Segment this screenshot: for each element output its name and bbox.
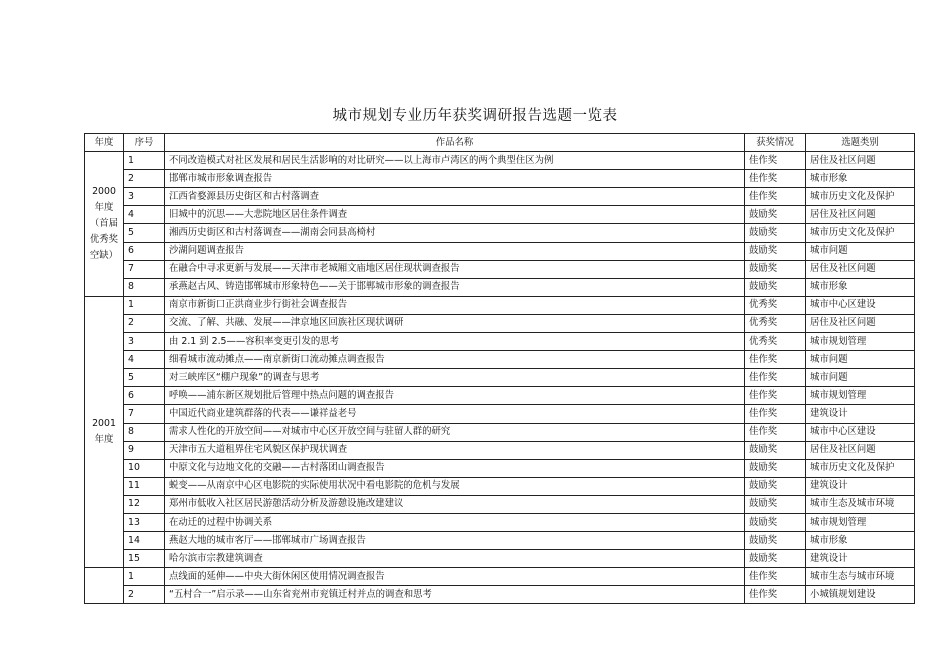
topic-category: 城市规划管理 xyxy=(806,513,915,531)
award-level: 佳作奖 xyxy=(745,351,806,369)
row-number: 9 xyxy=(124,441,165,459)
topic-category: 城市生态及城市环境 xyxy=(806,495,915,513)
award-level: 佳作奖 xyxy=(745,423,806,441)
row-number: 1 xyxy=(124,296,165,314)
table-row xyxy=(85,586,915,604)
year-cell: 2001年度 xyxy=(85,296,124,567)
table-row xyxy=(85,188,915,206)
table-row xyxy=(85,206,915,224)
table-row xyxy=(85,369,915,387)
work-title: 南京市新街口正洪商业步行街社会调查报告 xyxy=(165,296,745,314)
topic-category: 城市问题 xyxy=(806,369,915,387)
row-number: 8 xyxy=(124,278,165,296)
award-level: 优秀奖 xyxy=(745,296,806,314)
topic-category: 建筑设计 xyxy=(806,405,915,423)
award-level: 鼓励奖 xyxy=(745,242,806,260)
topic-category: 城市问题 xyxy=(806,351,915,369)
award-level: 佳作奖 xyxy=(745,405,806,423)
topic-category: 城市中心区建设 xyxy=(806,296,915,314)
table-row xyxy=(85,278,915,296)
topic-category: 居住及社区问题 xyxy=(806,314,915,332)
row-number: 8 xyxy=(124,423,165,441)
table-row xyxy=(85,314,915,332)
row-number: 7 xyxy=(124,405,165,423)
award-level: 佳作奖 xyxy=(745,568,806,586)
award-level: 鼓励奖 xyxy=(745,278,806,296)
table-row xyxy=(85,423,915,441)
row-number: 7 xyxy=(124,260,165,278)
award-level: 鼓励奖 xyxy=(745,459,806,477)
work-title: 中国近代商业建筑群落的代表——谦祥益老号 xyxy=(165,405,745,423)
table-row xyxy=(85,441,915,459)
topic-category: 建筑设计 xyxy=(806,477,915,495)
award-level: 佳作奖 xyxy=(745,188,806,206)
award-level: 佳作奖 xyxy=(745,170,806,188)
table-row xyxy=(85,152,915,170)
header-work: 作品名称 xyxy=(165,134,745,152)
row-number: 5 xyxy=(124,224,165,242)
table-row xyxy=(85,477,915,495)
work-title: 由 2.1 到 2.5——容积率变更引发的思考 xyxy=(165,333,745,351)
work-title: 承燕赵古风、铸造邯郸城市形象特色——关于邯郸城市形象的调查报告 xyxy=(165,278,745,296)
work-title: 旧城中的沉思——大悲院地区居住条件调查 xyxy=(165,206,745,224)
work-title: 邯郸市城市形象调查报告 xyxy=(165,170,745,188)
topic-category: 城市问题 xyxy=(806,242,915,260)
table-row xyxy=(85,405,915,423)
work-title: 对三峡库区“棚户现象”的调查与思考 xyxy=(165,369,745,387)
topic-category: 城市形象 xyxy=(806,532,915,550)
award-level: 鼓励奖 xyxy=(745,495,806,513)
award-level: 佳作奖 xyxy=(745,369,806,387)
table-row xyxy=(85,550,915,568)
topic-category: 城市历史文化及保护 xyxy=(806,459,915,477)
topic-category: 城市历史文化及保护 xyxy=(806,188,915,206)
year-cell xyxy=(85,568,124,604)
work-title: 细看城市流动摊点——南京新街口流动摊点调查报告 xyxy=(165,351,745,369)
award-level: 鼓励奖 xyxy=(745,441,806,459)
header-index: 序号 xyxy=(124,134,165,152)
work-title: 燕赵大地的城市客厅——邯郸城市广场调查报告 xyxy=(165,532,745,550)
row-number: 6 xyxy=(124,242,165,260)
row-number: 15 xyxy=(124,550,165,568)
row-number: 6 xyxy=(124,387,165,405)
work-title: 点线面的延伸——中央大街休闲区使用情况调查报告 xyxy=(165,568,745,586)
work-title: 交流、了解、共融、发展——津京地区回族社区现状调研 xyxy=(165,314,745,332)
topic-category: 居住及社区问题 xyxy=(806,441,915,459)
work-title: 需求人性化的开放空间——对城市中心区开放空间与驻留人群的研究 xyxy=(165,423,745,441)
work-title: 在融合中寻求更新与发展——天津市老城厢文庙地区居住现状调查报告 xyxy=(165,260,745,278)
award-level: 优秀奖 xyxy=(745,314,806,332)
row-number: 4 xyxy=(124,206,165,224)
work-title: 不同改造模式对社区发展和居民生活影响的对比研究——以上海市卢湾区的两个典型住区为例 xyxy=(165,152,745,170)
table-row xyxy=(85,170,915,188)
table-row xyxy=(85,224,915,242)
work-title: 湘西历史街区和古村落调查——湖南会同县高椅村 xyxy=(165,224,745,242)
work-title: 蜕变——从南京中心区电影院的实际使用状况中看电影院的危机与发展 xyxy=(165,477,745,495)
row-number: 2 xyxy=(124,170,165,188)
row-number: 1 xyxy=(124,568,165,586)
row-number: 12 xyxy=(124,495,165,513)
table-row xyxy=(85,351,915,369)
topic-category: 建筑设计 xyxy=(806,550,915,568)
work-title: 中原文化与边地文化的交融——古村落团山调查报告 xyxy=(165,459,745,477)
topic-category: 小城镇规划建设 xyxy=(806,586,915,604)
award-level: 佳作奖 xyxy=(745,387,806,405)
topic-category: 城市形象 xyxy=(806,170,915,188)
awards-table xyxy=(84,133,915,604)
award-level: 鼓励奖 xyxy=(745,260,806,278)
table-row xyxy=(85,242,915,260)
work-title: 在动迁的过程中协调关系 xyxy=(165,513,745,531)
table-row xyxy=(85,532,915,550)
table-row xyxy=(85,495,915,513)
row-number: 1 xyxy=(124,152,165,170)
award-level: 鼓励奖 xyxy=(745,224,806,242)
work-title: 沙湖问题调查报告 xyxy=(165,242,745,260)
row-number: 4 xyxy=(124,351,165,369)
work-title: 江西省婺源县历史街区和古村落调查 xyxy=(165,188,745,206)
award-level: 鼓励奖 xyxy=(745,550,806,568)
table-row xyxy=(85,260,915,278)
header-award: 获奖情况 xyxy=(745,134,806,152)
table-row xyxy=(85,387,915,405)
row-number: 3 xyxy=(124,188,165,206)
topic-category: 居住及社区问题 xyxy=(806,206,915,224)
work-title: 天津市五大道租界住宅风貌区保护现状调查 xyxy=(165,441,745,459)
table-row xyxy=(85,296,915,314)
topic-category: 城市规划管理 xyxy=(806,387,915,405)
table-row xyxy=(85,513,915,531)
topic-category: 城市生态与城市环境 xyxy=(806,568,915,586)
table-row xyxy=(85,459,915,477)
year-cell: 2000年度（首届优秀奖空缺） xyxy=(85,152,124,297)
work-title: 郑州市低收入社区居民游憩活动分析及游憩设施改建建议 xyxy=(165,495,745,513)
header-row xyxy=(85,134,915,152)
award-level: 优秀奖 xyxy=(745,333,806,351)
award-level: 佳作奖 xyxy=(745,586,806,604)
header-year: 年度 xyxy=(85,134,124,152)
topic-category: 居住及社区问题 xyxy=(806,152,915,170)
row-number: 13 xyxy=(124,513,165,531)
award-level: 鼓励奖 xyxy=(745,477,806,495)
row-number: 3 xyxy=(124,333,165,351)
award-level: 佳作奖 xyxy=(745,152,806,170)
work-title: 呼唤——浦东新区规划批后管理中热点问题的调查报告 xyxy=(165,387,745,405)
header-category: 选题类别 xyxy=(806,134,915,152)
award-level: 鼓励奖 xyxy=(745,532,806,550)
award-level: 鼓励奖 xyxy=(745,206,806,224)
work-title: 哈尔滨市宗教建筑调查 xyxy=(165,550,745,568)
topic-category: 城市形象 xyxy=(806,278,915,296)
topic-category: 城市规划管理 xyxy=(806,333,915,351)
row-number: 14 xyxy=(124,532,165,550)
table-row xyxy=(85,568,915,586)
row-number: 5 xyxy=(124,369,165,387)
table-row xyxy=(85,333,915,351)
topic-category: 城市中心区建设 xyxy=(806,423,915,441)
award-level: 鼓励奖 xyxy=(745,513,806,531)
topic-category: 城市历史文化及保护 xyxy=(806,224,915,242)
work-title: “五村合一”启示录——山东省兖州市兖镇迁村并点的调查和思考 xyxy=(165,586,745,604)
page-title: 城市规划专业历年获奖调研报告选题一览表 xyxy=(332,108,618,124)
row-number: 10 xyxy=(124,459,165,477)
topic-category: 居住及社区问题 xyxy=(806,260,915,278)
row-number: 11 xyxy=(124,477,165,495)
row-number: 2 xyxy=(124,586,165,604)
table-body xyxy=(85,152,915,604)
row-number: 2 xyxy=(124,314,165,332)
